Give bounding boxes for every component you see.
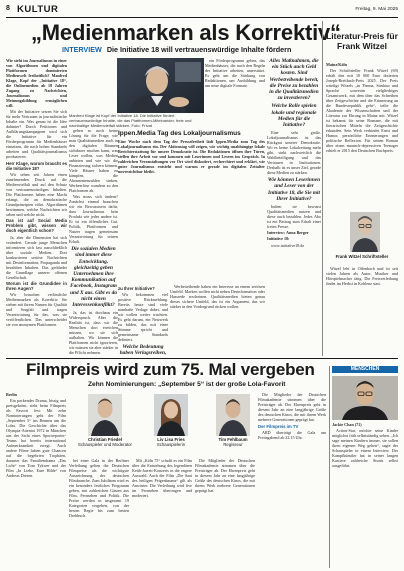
person-name: Liv Lisa Fries [157,437,185,442]
article-paragraph: Wir brauchen verlässliche Medienmarken als Korrektiv. Sie stehen mit ihrem Namen für Qualität und Sorgfalt und tragen Verantwortung für das, was sie veröffentlichen. Das unterscheidet sie von anonymen Plattformen. [6,292,67,328]
sidebar-text-continued: Witzel lebt in Offenbach und ist seit vielen Jahren als Autor, Musiker und Hörspielmacher tätig. Die Preisverleihung findet im Herbst in Koblenz statt. [326,266,398,286]
pullquote: Welche Bedeutung haben Verlagsreihen, [119,343,167,356]
sidebar-text: Der Schriftsteller Frank Witzel (69) erhält den mit 10 000 Euro dotierten Joseph-Breitbach-Preis 2025. Der Preis würdigt Witzels „in Thema, Struktur und Sprache souverän vielgliedriges Gesamtwerk, mit dem über das Schreiben über Zeitgeschichte und die Erinnerung an die Bundesrepublik geht“, teilte die Akademie der Wissenschaften und der Literatur zur Ehrung in Mainz mit. Witzel ist bekannt für seine Romane, die mit literarischen Mitteln die Zeitgeschichte erkunden. Sein Werk verbindet Ernst und Humor, persönliche Erinnerungen und politische Reflexion. Für seinen Roman über einen manisch-depressiven Teenager erhielt er 2015 den Deutschen Buchpreis. [326,68,398,154]
issue-date: Freitag, 9. Mai 2025 [355,7,398,12]
person-role: Schauspieler und Moderator [78,442,132,447]
film-subheadline: Zehn Nominierungen: „September 5“ ist der große Lola-Favorit [88,381,286,388]
article-paragraph: Werbetreibende haben ein Interesse an einem seriösen Umfeld. Marken wollen nicht neben Desinformation oder Hassrede erscheinen. Qualitätsmedien bieten genau dieses sichere Umfeld, das ist ein Argument, das wir stärker in den Vordergrund rücken wollen. [170,284,265,309]
people-text: Action-Star, möchte seine Kinder möglichst früh selbstständig sehen. „Ich sage meinen Kindern immer, sie sollen ihren eigenen Weg gehen“, sagte der Schauspieler in einem Interview. Der Kampfkünstler hat in seiner langen Karriere zahlreiche Stunts selbst ausgeführt. [332,428,398,469]
interview-question: Herr Klage, warum braucht es die Initiative 18? [6,160,67,171]
article-paragraph: Ja, aber die Dimension hat sich verändert. Gerade junge Menschen informieren sich fast ausschließlich über soziale Medien. Dort konkurrieren seriöse Nachrichten mit Desinformation, Propaganda und bezahlten Inhalten. Das gefährdet die Grundlage unserer offenen Gesellschaft. [6,234,67,280]
article-column-2 [69,128,118,356]
film-column-1 [6,392,66,568]
article-column-1 [6,58,67,356]
article-column-4-bottom [170,284,265,356]
page-number: 8 [6,5,10,12]
menschen-flag: MENSCHEN [332,366,398,373]
person-name: Christian Friedel [88,437,122,442]
article-column-5 [267,58,321,356]
section-divider [6,358,398,359]
article-paragraph: ein Förderprogramm geben, das Medienhäuser, die nach den Regeln der Initiative arbeiten, unterstützt. Es geht um die Stärkung von Redaktionen, um Ausbildung und um neue digitale Formate. [205,58,265,88]
pullquote: Die sozialen Medien sind immer diese Entwicklung, gleichzeitig geben Unternehmen ihre Kommunikation auf Facebook, Instagram und X aus. Gibt es da nicht einen Interessenkonflikt? [70,246,117,309]
article-column-3 [118,284,168,356]
film-dateline: Berlin [6,392,17,397]
web-url: www.initiative18.de [271,242,305,248]
manfred-klage-photo [117,58,204,113]
article-lead: Wie sieht im Journalismus in einer von Algorithmen und digitalen Plattformen dominierten Medienwelt freiheitlich? Manfred Klage, Kopf der „Initiative 18“, die Onlinemedien ab 18 Jahren Zugang zu Nachrichten, Journalismus und Meinungsbildung ermöglichen will. [6,58,67,108]
article-paragraph: Wir bekommen viel positive Rückmeldung. Bereits heute sind viele namhafte Verlage dabei, und wir wollen weiter wachsen. Es geht darum, ein Netzwerk zu bilden, das mit einer Stimme spricht und gemeinsame Standards definiert. [118,291,168,342]
article-paragraph: Was muss sich ändern? Zunächst einmal brauchen wir ein Bewusstsein dafür, dass Journalismus kein Produkt wie jedes andere ist. Er ist ein öffentliches Gut. Politik, Plattformen und Nutzer tragen gemeinsam Verantwortung für seinen Erhalt. [69,194,118,245]
infobox-paragraph: Eine Woche nach dem Tag der Pressefreiheit lädt Ippen.Media zum Tag des Lokaljournalismus ein. Der Aktionstag will zeigen, wie wichtig unabhängige lokale Berichterstattung für unsere Demokratie ist. Die Redaktionen öffnen ihre Türen, stellen ihre Arbeit vor und kommen mit Leserinnen und Lesern ins Gespräch. In zahlreichen Veranstaltungen vor Ort wird diskutiert, recherchiert und erklärt, wie guter Journalismus entsteht und warum er gerade im digitalen Zeitalter unverzichtbar bleibt. [118,139,265,174]
christian-friedel-caption [78,437,132,447]
sidebar-article-continued [326,266,398,356]
infobox-title: Ippen.Media Tag des Lokaljournalismus [118,130,241,137]
article-paragraph: Mit der Initiative setzen Sie sich für mehr Vertrauen in journalistische Inhalte ein. Was genau ist die Idee dahinter? Durch Petitionen und Aufklärungskampagnen wird sich die Initiative für ein Förderprogramm für Medienhäuser einsetzen, die nach hohen Standards arbeiten und Qualitätsjournalismus produzieren. [6,109,67,160]
article-paragraph: Eine sehr große. Lokaljournalismus ist das Rückgrat unserer Demokratie. Wo es keine Lokalzeitung mehr gibt, sinkt nachweislich die Wahlbeteiligung und das Vertrauen in Institutionen. Deshalb ist es unser Ziel, gerade diese Medien zu stärken. [267,130,321,176]
film-paragraph: Ein packendes Drama, bissig und preisgekrönt, steht beim Filmpreis als Favorit fest: Mit zehn Nominierungen geht der Film „September 5“ ins Rennen um die Lolas. Die Geschichte über das Olympia-Attentat 1972 in München aus der Sicht eines Sportreporter-Teams hat bereits international Aufmerksamkeit erregt. Auch andere Filme haben gute Chancen auf die begehrten Trophäen, darunter das Familiendrama „Das Licht“ von Tom Tykwer und der Film „In Liebe, Eure Hilde“ von Andreas Dresen. [6,398,66,479]
film-paragraph: Die Mitglieder der Deutschen Filmakademie stimmen über die Preisträger ab. Der Ehrenpreis geht in diesem Jahr an eine langjährige Größe des deutschen Kinos, die mit ihrem Werk mehrere Generationen geprägt hat. [258,392,326,422]
people-article [332,422,398,568]
film-tv-label: Der Filmpreis im TV [258,423,299,429]
article-subheadline [62,45,291,54]
film-column-2 [69,458,129,568]
person-role: Regisseur [223,442,243,447]
article-kicker: INTERVIEW [62,45,102,54]
film-paragraph: Mit „Köln 75“ schafft es ein Film über die Entstehung des legendären Keith-Jarrett-Konzerts in die engere Auswahl. Auch der Film „Die Saat des heiligen Feigenbaums“ gilt als Anwärter. Die Verleihung wird live im Fernsehen übertragen und moderiert. [132,458,192,498]
infobox-text [118,139,265,279]
jackie-chan-photo [332,376,398,420]
film-headline: Filmpreis wird zum 75. Mal vergeben [26,360,315,379]
film-paragraph: bei einer Gala in der Berliner Verleihung gelten die Deutschen Filmpreise als die wichtigste Auszeichnung der deutschen Filmbranche. Zum Jubiläum wird es ein besonders festliches Programm geben, mit zahlreichen Gästen aus Film, Fernsehen und Politik. Die Preise werden in insgesamt 19 Kategorien vergeben, von der besten Regie bis zum besten Drehbuch. [69,458,129,518]
sidebar-divider [322,21,323,356]
article-column-4-top [205,58,265,128]
frank-witzel-caption: Frank Witzel Schriftsteller [335,254,389,259]
page-header [6,5,398,18]
main-photo-caption: Manfred Klage ist Kopf der Initiative 18. Die Initiative fördert vertrauenswürdige Inhalte, die das Plattformen-Miteinander, freie und nachhaltige Medienvielfalt stärken. Foto: Privat [69,113,192,128]
interview-question: zu Ihrer Initiative? [118,285,155,291]
interview-question: Worum ist die Grundidee in Ihren Augen? [6,281,67,292]
pullquote: Alles Maßnahmen, die ein Stück auch Geld kosten. Sind Werbetreibende bereit, die Preise zu bezahlen in die Qualitätsmedien zu investieren? [269,58,319,102]
film-column-3 [132,458,192,568]
article-paragraph: Indem sie bewusst Qualitätsmedien nutzen und diese auch bezahlen. Jedes Abo ist ein Beitrag zum Erhalt einer freien Presse. [267,204,321,230]
person-name: Tim Fehlbaum [218,437,248,442]
sidebar-article [326,62,398,211]
liv-lisa-fries-photo [154,394,188,436]
menschen-divider [329,366,330,568]
pullquote: Welche Rolle spielen lokale und regionale Medien für die Initiative? [271,103,317,129]
article-paragraph: gehen so noch keine Lösung für die Frage, wie man Qualitätsmedien auch in den digitalen Räumen sichtbarer machen kann, was Leser wollen, was Medien anbieten und wie wir die Finanzierung sichern können. Viele Häuser haben zu kämpfen, die Abonnentenzahlen sinken, Werbeerlöse wandern zu den Plattformen ab. [69,128,118,193]
web-label: Initiative 18: [267,236,290,242]
film-column-4 [195,458,255,568]
interviewer-credit: Interview: Anna Berger [267,230,309,236]
tim-fehlbaum-caption [206,437,260,447]
article-headline: „Medienmarken als Korrektiv“ [31,20,341,45]
sidebar-dateline: Mainz/Köln [326,62,347,67]
people-caption: Jackie Chan (71) [332,422,362,427]
film-column-5 [258,392,326,568]
person-role: Schauspielerin [156,442,186,447]
article-paragraph: Wir sehen seit Jahren einen zunehmenden Druck auf die Medienvielfalt und auf den Schutz von vertrauenswürdigen Inhalten. Die Plattformen haben eine Macht erlangt, die an demokratische Grundprinzipien rührt. Algorithmen bestimmen, welche Nachrichten wir sehen und welche nicht. [6,171,67,217]
christian-friedel-photo [88,394,122,436]
article-subheadline-text: Die Initiative 18 will vertrauenswürdige Inhalte fördern [106,45,292,54]
liv-lisa-fries-caption [144,437,198,447]
pullquote: Wie können Leserinnen und Leser von der Initiative 18, die Sie mit Ihrer Initiative? [267,177,321,202]
interview-question: Das ist auf Social Media Problem gibt, wissen wir doch eigentlich schon? [6,218,67,234]
film-paragraph: Die Mitglieder der Deutschen Filmakademie stimmen über die Preisträger ab. Der Ehrenpreis geht in diesem Jahr an eine langjährige Größe des deutschen Kinos, die mit ihrem Werk mehrere Generationen geprägt hat. [195,458,255,493]
tim-fehlbaum-photo [216,394,250,436]
article-paragraph: Ja, das ist durchaus ein Widerspruch. Aber die Realität ist, dass wir die Menschen dort erreichen müssen, wo sie sich aufhalten. Wir können die Plattformen nicht ignorieren, wir müssen sie aber stärker in die Pflicht nehmen. [69,310,118,356]
film-tv-text: ARD überträgt die Gala am Freitagabend ab 22.15 Uhr. [258,429,326,440]
sidebar-title: Literatur-Preis für Frank Witzel [326,31,398,51]
section-title: KULTUR [17,4,59,15]
frank-witzel-photo [350,212,380,252]
